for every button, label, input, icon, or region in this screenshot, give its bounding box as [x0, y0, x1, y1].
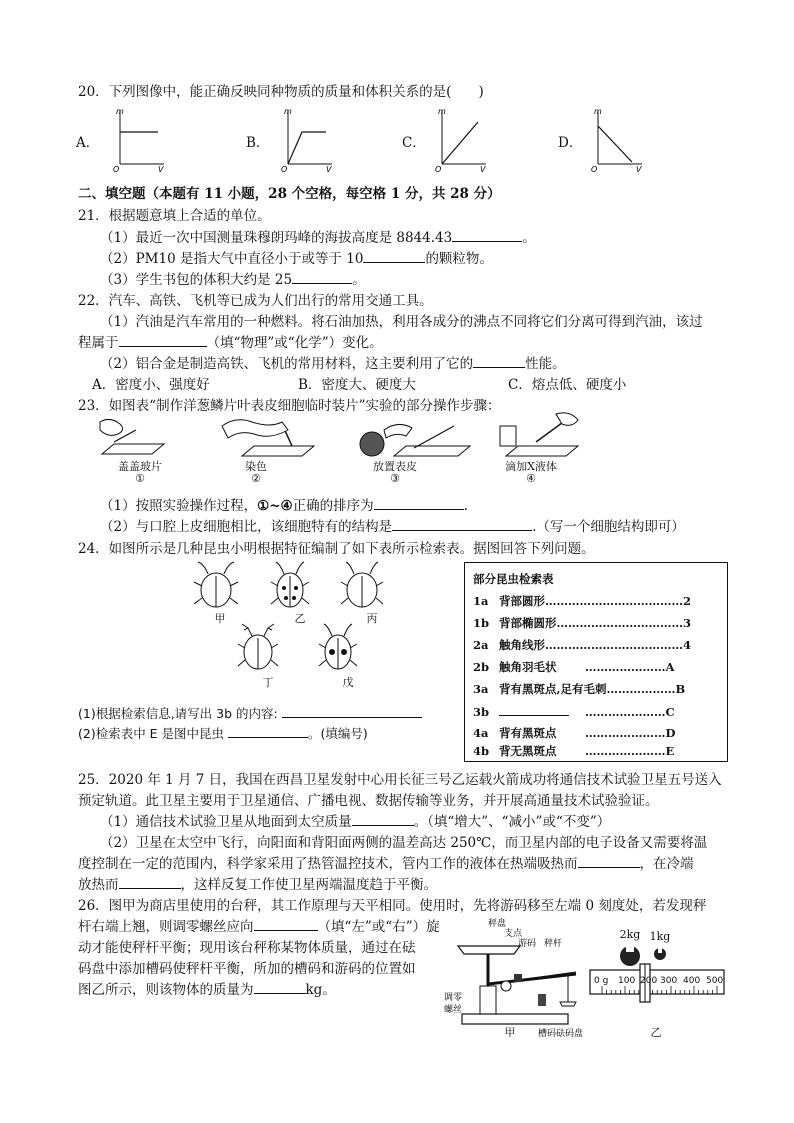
insect-label-yi: 乙 [294, 612, 306, 625]
svg-text:m: m [438, 107, 446, 116]
fig-yi-label: 乙 [650, 1026, 662, 1039]
q22-stem: 22．汽车、高铁、飞机等已成为人们出行的常用交通工具。 [78, 293, 433, 309]
insect-bing [341, 562, 383, 607]
scale-tick-label-200: 200 [640, 976, 658, 986]
key-row-2a: 2a 触角线形………………………………4 [473, 638, 692, 652]
svg-text:秤杆: 秤杆 [544, 939, 563, 949]
q20-graph-b [280, 106, 336, 172]
q26-line3: 动才能使秤杆平衡；现用该台秤称某物体质量，通过在砝 [78, 940, 416, 956]
q24-blank-2[interactable] [228, 725, 308, 738]
scale-tick-label-400: 400 [683, 976, 701, 986]
step-1-label: 盖盖玻片 [118, 460, 162, 473]
q25-blank-2[interactable] [578, 855, 640, 868]
q23-p2: （2）与口腔上皮细胞相比，该细胞特有的结构是 .（写一个细胞结构即可） [100, 519, 685, 535]
step-3-illustration [360, 424, 470, 456]
step-4-label: 滴加X液体 [505, 460, 557, 473]
q25-blank-1[interactable] [352, 813, 414, 826]
q22-blank-1[interactable] [119, 334, 207, 347]
q22-choice-b[interactable]: B．密度大、硬度大 [298, 377, 416, 393]
svg-text:O: O [591, 165, 598, 172]
q26-line4: 码盘中添加槽码使秤杆平衡，所加的槽码和游码的位置如 [78, 961, 416, 977]
insect-label-ding: 丁 [262, 676, 274, 689]
q25-p2c: 放热而 ，这样反复工作使卫星两端温度趋于平衡。 [78, 877, 437, 893]
q20-graph-c [434, 106, 490, 172]
q22-choice-a[interactable]: A．密度小、强度好 [92, 377, 210, 393]
svg-text:m: m [594, 107, 602, 116]
q21-item-2: （2）PM10 是指大气中直径小于或等于 10 的颗粒物。 [100, 251, 493, 267]
q25-p2a: （2）卫星在太空中飞行，向阳面和背阳面两侧的温差高达 250℃，而卫星内部的电子设备又需要将温 [100, 835, 708, 851]
insect-label-wu: 戊 [342, 676, 354, 689]
q20-graph-a [112, 106, 168, 172]
step-2-num: ② [251, 472, 261, 485]
q25-line1: 25．2020 年 1 月 7 日，我国在西昌卫星发射中心用长征三号乙运载火箭成功将通信技术试验卫星五号送入 [78, 772, 722, 788]
q20-option-a[interactable]: A． [76, 135, 100, 151]
insect-label-jia: 甲 [214, 612, 226, 625]
q21-item-3: （3）学生书包的体积大约是 25 。 [100, 272, 366, 288]
svg-text:秤盘: 秤盘 [488, 919, 507, 929]
q23-stem: 23．如图表“制作洋葱鳞片叶表皮细胞临时装片”实验的部分操作步骤： [78, 398, 501, 414]
q25-blank-3[interactable] [119, 876, 181, 889]
svg-text:游码: 游码 [518, 939, 537, 949]
fig-jia-label: 甲 [504, 1026, 516, 1039]
insect-jia [194, 562, 238, 607]
step-4-illustration [500, 413, 578, 456]
svg-text:V: V [636, 165, 642, 172]
key-row-1b: 1b 背部椭圆形……………………………3 [473, 616, 692, 630]
key-title: 部分昆虫检索表 [473, 572, 554, 586]
q21-item-1: （1）最近一次中国测量珠穆朗玛峰的海拔高度是 8844.43 。 [100, 230, 536, 246]
q21-blank-1[interactable] [452, 229, 522, 242]
weight-1kg-label: 1kg [649, 930, 671, 943]
q23-blank-1[interactable] [374, 497, 464, 510]
q23-p1: （1）按照实验操作过程，①~④正确的排序为 . [100, 498, 468, 514]
svg-text:支点: 支点 [504, 929, 523, 939]
insect-key-table [464, 562, 728, 762]
q20-option-b[interactable]: B． [246, 135, 270, 151]
q22-p1b: 程属于 （填“物理”或“化学”）变化。 [78, 335, 383, 351]
q22-choice-c[interactable]: C．熔点低、硬度小 [508, 377, 627, 393]
key-row-2b: 2b 触角羽毛状 …………………A [473, 660, 675, 674]
step-2-label: 染色 [245, 460, 267, 473]
svg-text:m: m [284, 107, 292, 116]
q26-scale-figure [444, 916, 584, 1040]
axis-o: O [113, 165, 120, 172]
q24-stem: 24．如图所示是几种昆虫小明根据特征编制了如下表所示检索表。据图回答下列问题。 [78, 541, 595, 557]
scale-base [462, 1014, 568, 1024]
step-3-label: 放置表皮 [373, 460, 417, 473]
scale-tick-label-500: 500 [706, 976, 724, 986]
q26-blank-2[interactable] [254, 981, 306, 994]
scale-tick-label-0: 0 g [594, 976, 609, 986]
svg-text:O: O [435, 165, 442, 172]
q26-line2: 杆右端上翘，则调零螺丝应向 （填“左”或“右”）旋 [78, 919, 440, 935]
q21-blank-2[interactable] [363, 250, 425, 263]
key-row-4a: 4a 背有黑斑点 …………………D [473, 726, 676, 740]
scale-beam [488, 974, 576, 984]
svg-text:螺丝: 螺丝 [444, 1005, 463, 1015]
q25-p2b: 度控制在一定的范围内，科学家采用了热管温控技术，管内工作的液体在热端吸热而 ，在冷端 [78, 856, 694, 872]
scale-pan [458, 946, 520, 954]
svg-text:调零: 调零 [444, 993, 463, 1003]
q23-blank-2[interactable] [392, 518, 532, 531]
q20-graph-d [590, 106, 646, 172]
svg-text:砝码盘: 砝码盘 [556, 1029, 584, 1039]
q25-p1: （1）通信技术试验卫星从地面到太空质量 。（填“增大”、“减小”或“不变”） [100, 814, 611, 830]
weight-hanger [560, 1002, 576, 1006]
step-3-num: ③ [390, 472, 400, 485]
insect-ding [238, 624, 278, 669]
key-row-4b: 4b 背无黑斑点 …………………E [473, 744, 675, 758]
axis-m: m [116, 107, 124, 116]
q22-p2: （2）铝合金是制造高铁、飞机的常用材料，这主要利用了它的 性能。 [100, 356, 566, 372]
key-row-3b: 3b …………………C [473, 705, 675, 719]
key-row-1a: 1a 背部圆形………………………………2 [473, 594, 692, 608]
scale-rider [514, 974, 522, 982]
q22-p1a: （1）汽油是汽车常用的一种燃料。将石油加热，利用各成分的沸点不同将它们分离可得到汽油，该过 [100, 314, 703, 330]
q21-blank-3[interactable] [292, 271, 352, 284]
step-2-illustration [222, 420, 314, 456]
q26-blank-1[interactable] [254, 918, 318, 931]
weight-2kg-label: 2kg [619, 928, 641, 941]
q24-p1: (1)根据检索信息,请写出 3b 的内容: [78, 704, 422, 722]
q20-stem: 20．下列图像中，能正确反映同种物质的质量和体积关系的是( ) [78, 84, 484, 100]
svg-text:O: O [281, 165, 288, 172]
q26-line5: 图乙所示，则该物体的质量为 kg。 [78, 982, 336, 998]
insect-yi [271, 562, 309, 607]
q22-blank-2[interactable] [473, 355, 525, 368]
key-row-3a: 3a 背有黑斑点,足有毛刺………………B [473, 682, 686, 696]
svg-text:槽码: 槽码 [538, 1029, 557, 1039]
scale-tick-label-300: 300 [660, 976, 678, 986]
svg-text:V: V [480, 165, 486, 172]
step-1-num: ① [135, 472, 145, 485]
q20-option-d[interactable]: D． [558, 135, 583, 151]
axis-v: V [158, 165, 164, 172]
insect-wu [319, 624, 357, 669]
svg-text:V: V [326, 165, 332, 172]
step-1-illustration [100, 419, 164, 454]
q24-blank-1[interactable] [282, 705, 422, 718]
q21-stem: 21．根据题意填上合适的单位。 [78, 208, 271, 224]
q25-line2: 预定轨道。此卫星主要用于卫星通信、广播电视、数据传输等业务，并开展高通量技术试验验证。 [78, 793, 659, 809]
key-3b-blank[interactable] [499, 703, 569, 716]
q24-p2: (2)检索表中 E 是图中昆虫 。(填编号) [78, 726, 368, 741]
scale-tick-label-100: 100 [618, 976, 636, 986]
q26-line1: 26．图甲为商店里使用的台秤，其工作原理与天平相同。使用时，先将游码移至左端 0 刻度处，若发现秤 [78, 898, 707, 914]
step-4-num: ④ [526, 472, 536, 485]
section2-title: 二、填空题（本题有 11 小题，28 个空格，每空格 1 分，共 28 分） [78, 186, 501, 202]
q20-option-c[interactable]: C． [402, 135, 426, 151]
insect-label-bing: 丙 [366, 612, 378, 625]
